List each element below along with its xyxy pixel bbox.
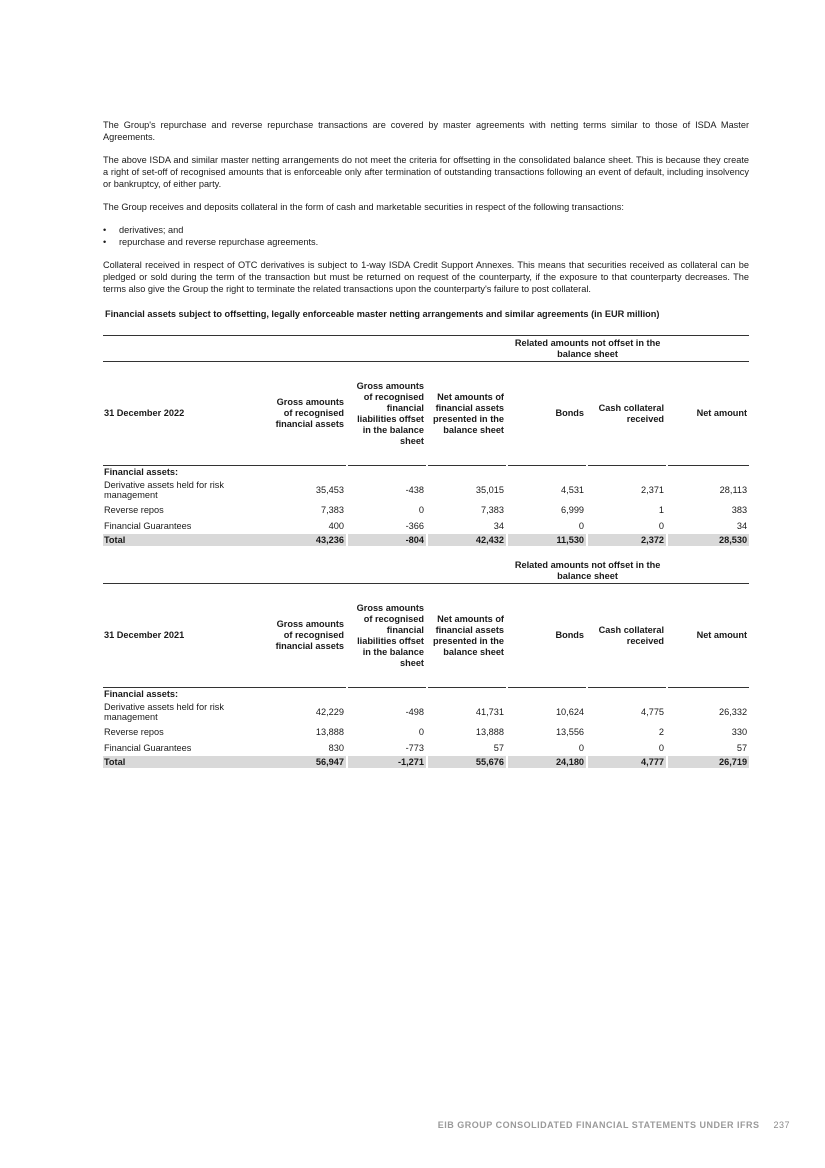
- col-net-presented: Net amounts of financial assets presented in the balance sheet: [428, 362, 506, 466]
- intro-paragraph-3: The Group receives and deposits collateral in the form of cash and marketable securities in respect of the following transactions:: [103, 202, 624, 212]
- group-header: Related amounts not offset in the balance sheet: [508, 336, 668, 362]
- col-bonds: Bonds: [508, 584, 586, 688]
- table-row: Financial Guarantees 400 -366 34 0 0 34: [104, 521, 748, 531]
- header-spacer: [668, 336, 749, 362]
- total-row: Total 43,236 -804 42,432 11,530 2,372 28,530: [104, 535, 748, 545]
- table-row: Reverse repos 13,888 0 13,888 13,556 2 330: [104, 726, 748, 737]
- section-label: Financial assets:: [104, 689, 179, 699]
- period-header: 31 December 2022: [103, 362, 267, 466]
- col-net-amount: Net amount: [668, 362, 749, 466]
- col-gross-offset: Gross amounts of recognised financial liabilities offset in the balance sheet: [348, 362, 426, 466]
- intro-paragraph-1: The Group's repurchase and reverse repurchase transactions are covered by master agreements with netting terms similar to those of ISDA Master Agreements.: [103, 120, 749, 142]
- header-spacer: [668, 558, 749, 584]
- collateral-paragraph: Collateral received in respect of OTC derivatives is subject to 1-way ISDA Credit Support Annexes. This means that securities received as collateral can be pledged or sold during the term of the transaction but must be returned on request of the counterparty, if the exposure to that counterparty decreases. The terms also give the Group the right to terminate the related transactions upon the counterparty's failure to post collateral.: [103, 260, 749, 294]
- list-item: • repurchase and reverse repurchase agreements.: [103, 236, 749, 248]
- period-header: 31 December 2021: [103, 584, 267, 688]
- col-cash-collateral: Cash collateral received: [588, 584, 666, 688]
- col-cash-collateral: Cash collateral received: [588, 362, 666, 466]
- section-label: Financial assets:: [104, 467, 179, 477]
- col-net-amount: Net amount: [668, 584, 749, 688]
- col-net-presented: Net amounts of financial assets presented in the balance sheet: [428, 584, 506, 688]
- transactions-list: [103, 224, 749, 248]
- page-footer: [0, 1120, 790, 1130]
- header-spacer: [103, 558, 508, 584]
- table-row: Financial Guarantees 830 -773 57 0 0 57: [104, 742, 748, 753]
- col-bonds: Bonds: [508, 362, 586, 466]
- total-row: Total 56,947 -1,271 55,676 24,180 4,777 26,719: [104, 757, 748, 767]
- page-number: 237: [773, 1120, 790, 1130]
- table-row: Derivative assets held for risk management 35,453 -438 35,015 4,531 2,371 28,113: [104, 480, 748, 500]
- header-spacer: [103, 336, 508, 362]
- offsetting-table-2021: [103, 558, 749, 768]
- list-item: • derivatives; and: [103, 224, 749, 236]
- col-gross-assets: Gross amounts of recognised financial assets: [267, 362, 346, 466]
- col-gross-offset: Gross amounts of recognised financial liabilities offset in the balance sheet: [348, 584, 426, 688]
- footer-title: EIB GROUP CONSOLIDATED FINANCIAL STATEMENTS UNDER IFRS: [437, 1120, 760, 1130]
- table-row: Derivative assets held for risk management 42,229 -498 41,731 10,624 4,775 26,332: [104, 702, 748, 722]
- group-header: Related amounts not offset in the balance sheet: [508, 558, 668, 584]
- table-row: Reverse repos 7,383 0 7,383 6,999 1 383: [104, 505, 748, 515]
- table-title: Financial assets subject to offsetting, legally enforceable master netting arrangements and similar agreements (in EUR million): [105, 309, 660, 319]
- col-gross-assets: Gross amounts of recognised financial assets: [267, 584, 346, 688]
- page-content: [103, 119, 749, 768]
- offsetting-table-2022: [103, 335, 749, 546]
- intro-paragraph-2: The above ISDA and similar master netting arrangements do not meet the criteria for offsetting in the consolidated balance sheet. This is because they create a right of set-off of recognised amounts that is enforceable only after termination of outstanding transactions following an event of default, including insolvency or bankruptcy, of either party.: [103, 155, 749, 189]
